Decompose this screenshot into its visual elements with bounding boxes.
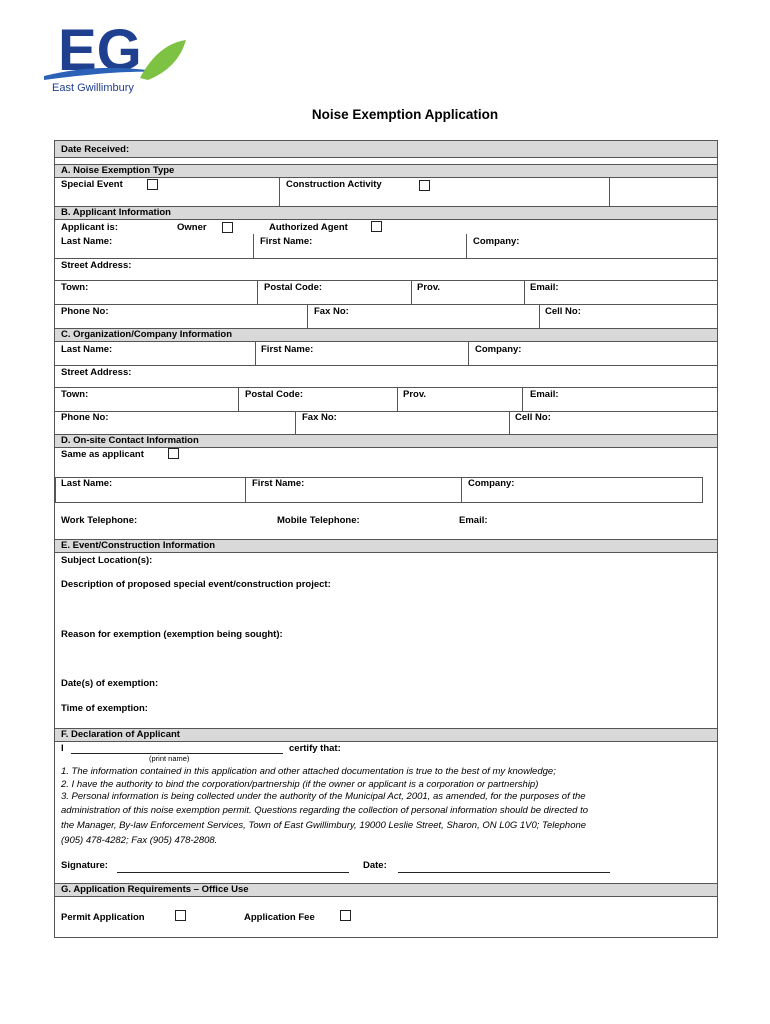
row-line [55,411,717,412]
b-town-label: Town: [61,282,89,293]
same-as-applicant-label: Same as applicant [61,449,144,460]
section-f-title: F. Declaration of Applicant [61,729,180,740]
divider [307,304,308,328]
date-received-row [55,141,717,158]
application-fee-label: Application Fee [244,912,315,923]
divider [411,280,412,304]
page-title: Noise Exemption Application [311,107,499,122]
divider [238,387,239,411]
declaration-line-6: (905) 478-4282; Fax (905) 478-2808. [61,835,218,846]
c-email-label: Email: [530,389,559,400]
dates-label: Date(s) of exemption: [61,678,159,689]
c-prov-label: Prov. [403,389,427,400]
c-company-label: Company: [475,344,522,355]
declaration-line-4: administration of this noise exemption permit. Questions regarding the collection of personal information should be directed to [61,805,589,816]
divider [609,177,610,206]
b-phone-label: Phone No: [61,306,109,317]
divider [509,411,510,434]
section-d-title: D. On-site Contact Information [61,435,199,446]
declaration-line-5: the Manager, By-law Enforcement Services, Town of East Gwillimbury, 19000 Leslie Street, Sharon, ON L0G 1V0; Telephone [61,820,587,831]
reason-label: Reason for exemption (exemption being sought): [61,629,283,640]
divider [468,341,469,365]
declaration-line-3: 3. Personal information is being collected under the authority of the Municipal Act, 2001, as amended, for the purposes of the [61,791,586,802]
description-label: Description of proposed special event/construction project: [61,579,331,590]
owner-checkbox[interactable] [222,222,233,233]
signature-label: Signature: [61,860,108,871]
special-event-checkbox[interactable] [147,179,158,190]
d-company-label: Company: [468,478,515,489]
subject-locations-label: Subject Location(s): [61,555,153,566]
b-cell-label: Cell No: [545,306,581,317]
c-fax-label: Fax No: [302,412,337,423]
b-email-label: Email: [530,282,559,293]
divider [524,280,525,304]
c-postal-code-label: Postal Code: [245,389,304,400]
certify-label: certify that: [289,743,341,754]
divider [295,411,296,434]
section-a-title: A. Noise Exemption Type [61,165,175,176]
b-company-label: Company: [473,236,520,247]
mobile-telephone-label: Mobile Telephone: [277,515,360,526]
permit-application-checkbox[interactable] [175,910,186,921]
divider [257,280,258,304]
date-received-label: Date Received: [61,144,130,155]
c-first-name-label: First Name: [261,344,314,355]
i-label: I [61,743,64,754]
construction-activity-checkbox[interactable] [419,180,430,191]
same-as-applicant-checkbox[interactable] [168,448,179,459]
date-line[interactable] [398,872,610,873]
c-last-name-label: Last Name: [61,344,113,355]
c-street-address-label: Street Address: [61,367,132,378]
application-fee-checkbox[interactable] [340,910,351,921]
owner-label: Owner [177,222,207,233]
contact-name-box [55,477,703,503]
row-line [55,258,717,259]
divider [397,387,398,411]
divider [255,341,256,365]
work-telephone-label: Work Telephone: [61,515,138,526]
d-first-name-label: First Name: [252,478,305,489]
authorized-agent-label: Authorized Agent [269,222,348,233]
d-email-label: Email: [459,515,488,526]
section-e-title: E. Event/Construction Information [61,540,216,551]
row-line [55,387,717,388]
d-last-name-label: Last Name: [61,478,113,489]
row-line [55,365,717,366]
declaration-line-2: 2. I have the authority to bind the corporation/partnership (if the owner or applicant is a corporation or partnership) [61,779,539,790]
print-name-caption: (print name) [149,754,190,763]
logo-letters: EG [58,18,142,83]
application-form [54,140,718,938]
section-b-title: B. Applicant Information [61,207,171,218]
divider [245,477,246,502]
b-last-name-label: Last Name: [61,236,113,247]
time-label: Time of exemption: [61,703,148,714]
permit-application-label: Permit Application [61,912,145,923]
section-g-title: G. Application Requirements – Office Use [61,884,249,895]
divider [522,387,523,411]
row-line [55,304,717,305]
divider [539,304,540,328]
c-town-label: Town: [61,389,89,400]
signature-line[interactable] [117,872,349,873]
c-cell-label: Cell No: [515,412,551,423]
section-c-title: C. Organization/Company Information [61,329,233,340]
b-first-name-label: First Name: [260,236,313,247]
date-label: Date: [363,860,387,871]
authorized-agent-checkbox[interactable] [371,221,382,232]
declaration-line-1: 1. The information contained in this application and other attached documentation is true to the best of my knowledge; [61,766,556,777]
construction-activity-label: Construction Activity [286,179,382,190]
b-prov-label: Prov. [417,282,441,293]
special-event-label: Special Event [61,179,123,190]
applicant-is-label: Applicant is: [61,222,119,233]
divider [461,477,462,502]
divider [253,234,254,258]
divider [466,234,467,258]
c-phone-label: Phone No: [61,412,109,423]
logo-name: East Gwillimbury [52,82,134,94]
row-line [55,280,717,281]
divider [279,177,280,206]
b-fax-label: Fax No: [314,306,349,317]
b-postal-code-label: Postal Code: [264,282,323,293]
b-street-address-label: Street Address: [61,260,132,271]
